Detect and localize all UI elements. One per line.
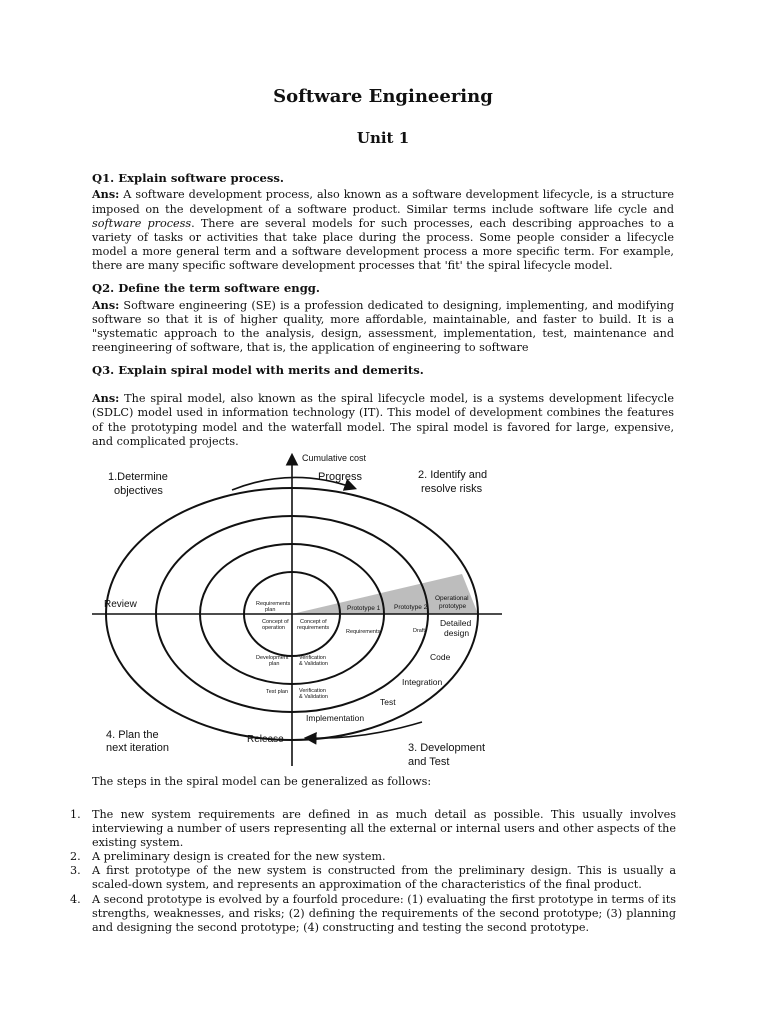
steps-list (70, 808, 676, 935)
development-plan-label: Development (256, 655, 289, 661)
implementation-label: Implementation (306, 713, 365, 723)
step-number: 4. (70, 892, 81, 906)
verification-validation-label: Verification (299, 655, 326, 661)
quadrant-3-label: and Test (408, 756, 450, 768)
answer-label: Ans: (92, 297, 120, 312)
step-text: The new system requirements are defined in as much detail as possible. This usually involves interviewing a number of users representing all the external or internal users and other aspects of the existing system. (92, 808, 676, 850)
detailed-design-label: Detailed (440, 618, 472, 628)
operational-prototype-label: prototype (439, 603, 467, 610)
list-item (70, 893, 676, 935)
quadrant-1-label: 1.Determine (108, 471, 168, 483)
prototype-2-label: Prototype 2 (394, 604, 428, 611)
verification-validation-label: Verification (299, 688, 326, 694)
question-1: Q1. Explain software process. (92, 171, 284, 185)
test-plan-label: Test plan (266, 689, 289, 695)
draft-label: Draft (413, 628, 425, 634)
unit-title: Unit 1 (356, 129, 410, 147)
answer-3 (92, 391, 674, 448)
test-label: Test (380, 697, 396, 707)
verification-validation-label: & Validation (299, 694, 328, 700)
step-number: 1. (70, 808, 81, 821)
concept-of-requirements-label: requirements (297, 625, 330, 631)
quadrant-4-label: 4. Plan the (106, 729, 159, 741)
quadrant-4-label: next iteration (106, 742, 169, 754)
spiral-model-diagram (92, 448, 512, 774)
answer-1-text-b: . There are several models for such processes, each describing approaches to a variety of tasks or activities that take place during the process. Some people consider a lifecycle model a more general term and a software development process a more specific term. For example, there are many specific software development processes that 'fit' the spiral lifecycle model. (92, 216, 674, 272)
document-title: Software Engineering (273, 86, 493, 107)
answer-label: Ans: (92, 391, 120, 406)
progress-label: Progress (318, 471, 363, 483)
concept-of-requirements-label: Concept of (300, 619, 327, 625)
answer-1-italic: software process (92, 216, 192, 230)
axis-label: Cumulative cost (302, 453, 367, 463)
detailed-design-label: design (444, 628, 470, 638)
verification-validation-label: & Validation (299, 661, 328, 667)
requirements-plan-label: plan (265, 607, 276, 613)
development-plan-label: plan (269, 661, 280, 667)
answer-2 (92, 298, 674, 355)
step-text: A preliminary design is created for the new system. (92, 850, 386, 864)
question-2: Q2. Define the term software engg. (92, 281, 320, 296)
answer-label: Ans: (92, 187, 120, 202)
review-label: Review (104, 599, 137, 610)
list-item (70, 850, 676, 864)
quadrant-2-label: resolve risks (421, 483, 483, 495)
requirements-label: Requirements (346, 629, 381, 635)
operational-prototype-label: Operational (435, 595, 469, 602)
release-label: Release (247, 734, 284, 745)
integration-label: Integration (402, 677, 443, 687)
answer-3-text: The spiral model, also known as the spiral lifecycle model, is a systems development lifecycle (SDLC) model used in information technology (IT). This model of development combines the features of the prototyping model and the waterfall model. The spiral model is favored for large, expensive, and complicated projects. (92, 392, 674, 448)
concept-of-operation-label: Concept of (262, 619, 289, 625)
step-text: A first prototype of the new system is constructed from the preliminary design. This is usually a scaled-down system, and represents an approximation of the characteristics of the final product. (92, 864, 676, 892)
requirements-plan-label: Requirements (256, 601, 291, 607)
step-number: 3. (70, 864, 81, 878)
step-number: 2. (70, 850, 81, 864)
list-item (70, 864, 676, 892)
answer-2-text: Software engineering (SE) is a profession dedicated to designing, implementing, and modifying software so that it is of higher quality, more affordable, maintainable, and faster to build. It is a "systematic approach to the analysis, design, assessment, implementation, test, maintenance and reengineering of software, that is, the application of engineering to software (92, 298, 674, 354)
document-body (92, 86, 674, 449)
concept-of-operation-label: operation (262, 625, 285, 631)
code-label: Code (430, 652, 451, 662)
step-text: A second prototype is evolved by a fourfold procedure: (1) evaluating the first prototype in terms of its strengths, weaknesses, and risks; (2) defining the requirements of the second prototype; (3) planning and designing the second prototype; (4) constructing and testing the second prototype. (92, 892, 676, 934)
quadrant-1-label: objectives (114, 485, 163, 497)
answer-1-text-a: A software development process, also known as a software development lifecycle, is a structure imposed on the development of a software product. Similar terms include software life cycle and (92, 188, 674, 216)
question-3: Q3. Explain spiral model with merits and demerits. (92, 362, 424, 377)
steps-intro: The steps in the spiral model can be generalized as follows: (92, 775, 432, 788)
quadrant-3-label: 3. Development (408, 742, 486, 754)
quadrant-2-label: 2. Identify and (418, 469, 488, 481)
prototype-1-label: Prototype 1 (347, 605, 381, 612)
list-item (70, 808, 676, 850)
answer-1 (92, 187, 674, 273)
